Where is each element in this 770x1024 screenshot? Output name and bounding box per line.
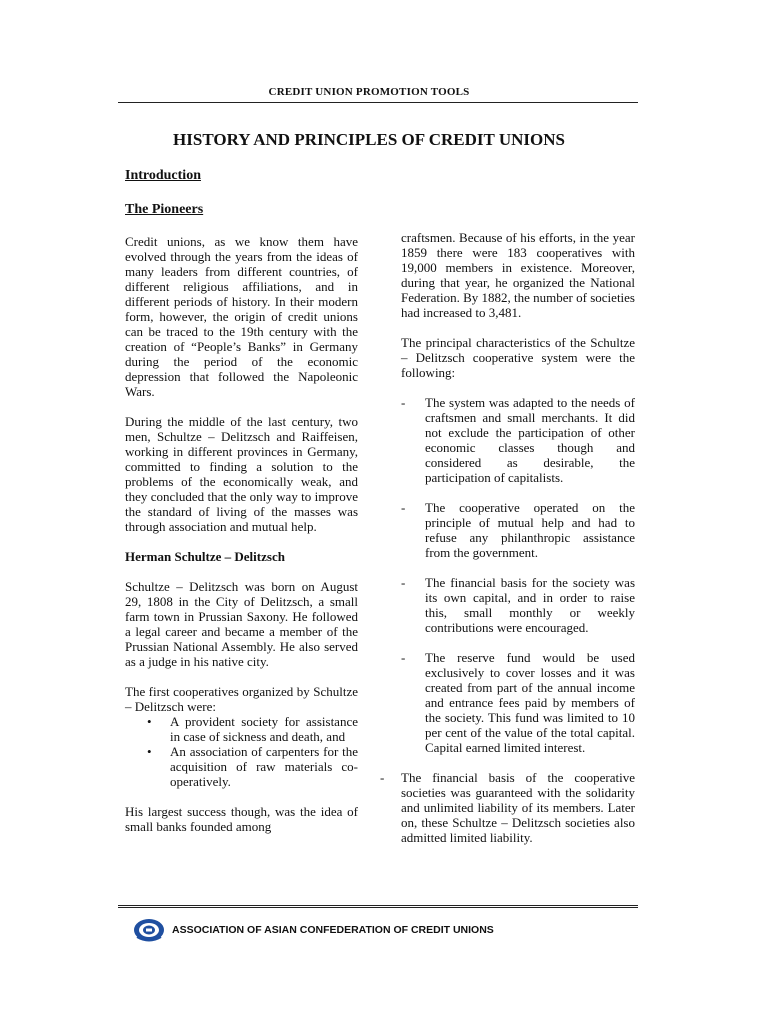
section-heading-introduction: Introduction xyxy=(125,168,201,183)
right-column xyxy=(380,230,635,845)
page-title: HISTORY AND PRINCIPLES OF CREDIT UNIONS xyxy=(173,130,565,149)
subheading-schultze: Herman Schultze – Delitzsch xyxy=(125,549,285,564)
dash-icon: - xyxy=(401,650,406,665)
left-column xyxy=(125,234,358,849)
paragraph-craftsmen: craftsmen. Because of his efforts, in the year 1859 there were 183 cooperatives with 19,000 members in existence. Moreover, during that year, he organized the National Federation. By 1882, the number of societies had increased to 3,481. xyxy=(401,230,635,320)
list-item xyxy=(125,714,358,744)
running-title: CREDIT UNION PROMOTION TOOLS xyxy=(268,86,470,98)
footer-organization: ASSOCIATION OF ASIAN CONFEDERATION OF CREDIT UNIONS xyxy=(172,924,494,936)
dash-icon: - xyxy=(401,575,406,590)
footer-rule xyxy=(118,905,638,911)
paragraph-two-men: During the middle of the last century, two men, Schultze – Delitzsch and Raiffeisen, working in different provinces in Germany, committed to finding a solution to the problems of the economically weak, and they concluded that the only way to improve the standard of living of the masses was through association and mutual help. xyxy=(125,414,358,534)
accu-logo-icon xyxy=(132,917,166,943)
paragraph-principal-characteristics: The principal characteristics of the Schultze – Delitzsch cooperative system were the following: xyxy=(401,335,635,380)
list-item xyxy=(401,575,635,635)
characteristics-list xyxy=(401,395,635,755)
list-item xyxy=(125,744,358,789)
paragraph-origin: Credit unions, as we know them have evolved through the years from the ideas of many leaders from different countries, of different religious affiliations, and in different periods of history. In their modern form, however, the origin of credit unions can be traced to the 19th century with the creation of “People’s Banks” in Germany during the period of the economic depression that followed the Napoleonic Wars. xyxy=(125,234,358,399)
dash-icon: - xyxy=(380,770,385,785)
paragraph-largest-success: His largest success though, was the idea of small banks founded among xyxy=(125,804,358,834)
header-rule xyxy=(118,102,638,103)
item-text: The financial basis of the cooperative societies was guaranteed with the solidarity and unlimited liability of its members. Later on, these Schultze – Delitzsch societies also admitted limited liability. xyxy=(401,770,635,845)
item-text: The cooperative operated on the principle of mutual help and had to refuse any philanthropic assistance from the government. xyxy=(425,500,635,560)
dash-icon: - xyxy=(401,395,406,410)
bullet-text: An association of carpenters for the acquisition of raw materials co-operatively. xyxy=(170,744,358,789)
bullet-icon: • xyxy=(147,714,152,729)
list-item xyxy=(401,650,635,755)
section-heading-pioneers: The Pioneers xyxy=(125,202,204,217)
item-text: The financial basis for the society was its own capital, and in order to raise this, small monthly or weekly contributions were encouraged. xyxy=(425,575,635,635)
bullet-list xyxy=(125,714,358,789)
bullet-text: A provident society for assistance in case of sickness and death, and xyxy=(170,714,358,744)
item-text: The system was adapted to the needs of craftsmen and small merchants. It did not exclude the participation of other economic classes though and considered as desirable, the participation of capitalists. xyxy=(425,395,635,485)
list-item-financial-basis xyxy=(380,770,635,845)
bullet-icon: • xyxy=(147,744,152,759)
running-header xyxy=(0,86,738,98)
list-item xyxy=(401,500,635,560)
list-item xyxy=(401,395,635,485)
dash-icon: - xyxy=(401,500,406,515)
footer xyxy=(132,917,494,943)
paragraph-first-cooperatives: The first cooperatives organized by Schultze – Delitzsch were: xyxy=(125,684,358,714)
item-text: The reserve fund would be used exclusively to cover losses and it was created from part of the annual income and entrance fees paid by members of the society. This fund was limited to 10 per cent of the value of the total capital. Capital earned limited interest. xyxy=(425,650,635,755)
paragraph-schultze-bio: Schultze – Delitzsch was born on August 29, 1808 in the City of Delitzsch, a small farm town in Prussian Saxony. He followed a legal career and became a member of the Prussian National Assembly. He also served as a judge in his native city. xyxy=(125,579,358,669)
